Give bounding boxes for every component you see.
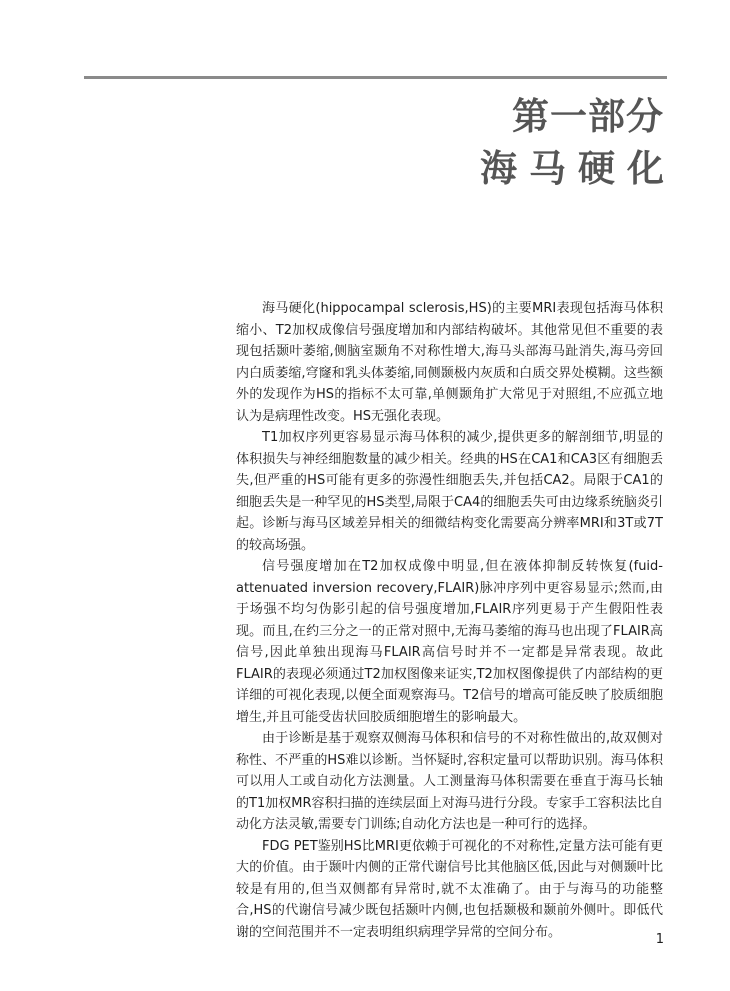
paragraph: T1加权序列更容易显示海马体积的减少,提供更多的解剖细节,明显的体积损失与神经细胞数量的减少相关。经典的HS在CA1和CA3区有细胞丢失,但严重的HS可能有更多的弥漫性细胞丢失,并包括CA2。局限于CA1的细胞丢失是一种罕见的HS类型,局限于CA4的细胞丢失可由边缘系统脑炎引起。诊断与海马区域差异相关的细微结构变化需要高分辨率MRI和3T或7T的较高场强。: [236, 430, 663, 553]
body-text: [236, 298, 663, 943]
paragraph: 信号强度增加在T2加权成像中明显,但在液体抑制反转恢复(fuid-attenuated inversion recovery,FLAIR)脉冲序列中更容易显示;然而,由于场强不均匀伪影引起的信号强度增加,FLAIR序列更易于产生假阳性表现。而且,在约三分之一的正常对照中,无海马萎缩的海马也出现了FLAIR高信号,因此单独出现海马FLAIR高信号时并不一定都是异常表现。故此FLAIR的表现必须通过T2加权图像来证实,T2加权图像提供了内部结构的更详细的可视化表现,以便全面观察海马。T2信号的增高可能反映了胶质细胞增生,并且可能受齿状回胶质细胞增生的影响最大。: [236, 559, 663, 725]
paragraph: 由于诊断是基于观察双侧海马体积和信号的不对称性做出的,故双侧对称性、不严重的HS难以诊断。当怀疑时,容积定量可以帮助识别。海马体积可以用人工或自动化方法测量。人工测量海马体积需要在垂直于海马长轴的T1加权MR容积扫描的连续层面上对海马进行分段。专家手工容积法比自动化方法灵敏,需要专门训练;自动化方法也是一种可行的选择。: [236, 731, 663, 832]
chapter-title: 海马硬化: [480, 147, 676, 190]
page-number: 1: [655, 932, 664, 947]
top-rule: [84, 76, 667, 79]
part-title: 第一部分: [512, 95, 664, 138]
paragraph: FDG PET鉴别HS比MRI更依赖于可视化的不对称性,定量方法可能有更大的价值。由于颞叶内侧的正常代谢信号比其他脑区低,因此与对侧颞叶比较是有用的,但当双侧都有异常时,就不太准确了。由于与海马的功能整合,HS的代谢信号减少既包括颞叶内侧,也包括颞极和颞前外侧叶。即低代谢的空间范围并不一定表明组织病理学异常的空间分布。: [236, 838, 663, 940]
paragraph: 海马硬化(hippocampal sclerosis,HS)的主要MRI表现包括海马体积缩小、T2加权成像信号强度增加和内部结构破坏。其他常见但不重要的表现包括颞叶萎缩,侧脑室颞角不对称性增大,海马头部海马趾消失,海马旁回内白质萎缩,穹窿和乳头体萎缩,同侧颞极内灰质和白质交界处模糊。这些额外的发现作为HS的指标不太可靠,单侧颞角扩大常见于对照组,不应孤立地认为是病理性改变。HS无强化表现。: [236, 301, 663, 424]
